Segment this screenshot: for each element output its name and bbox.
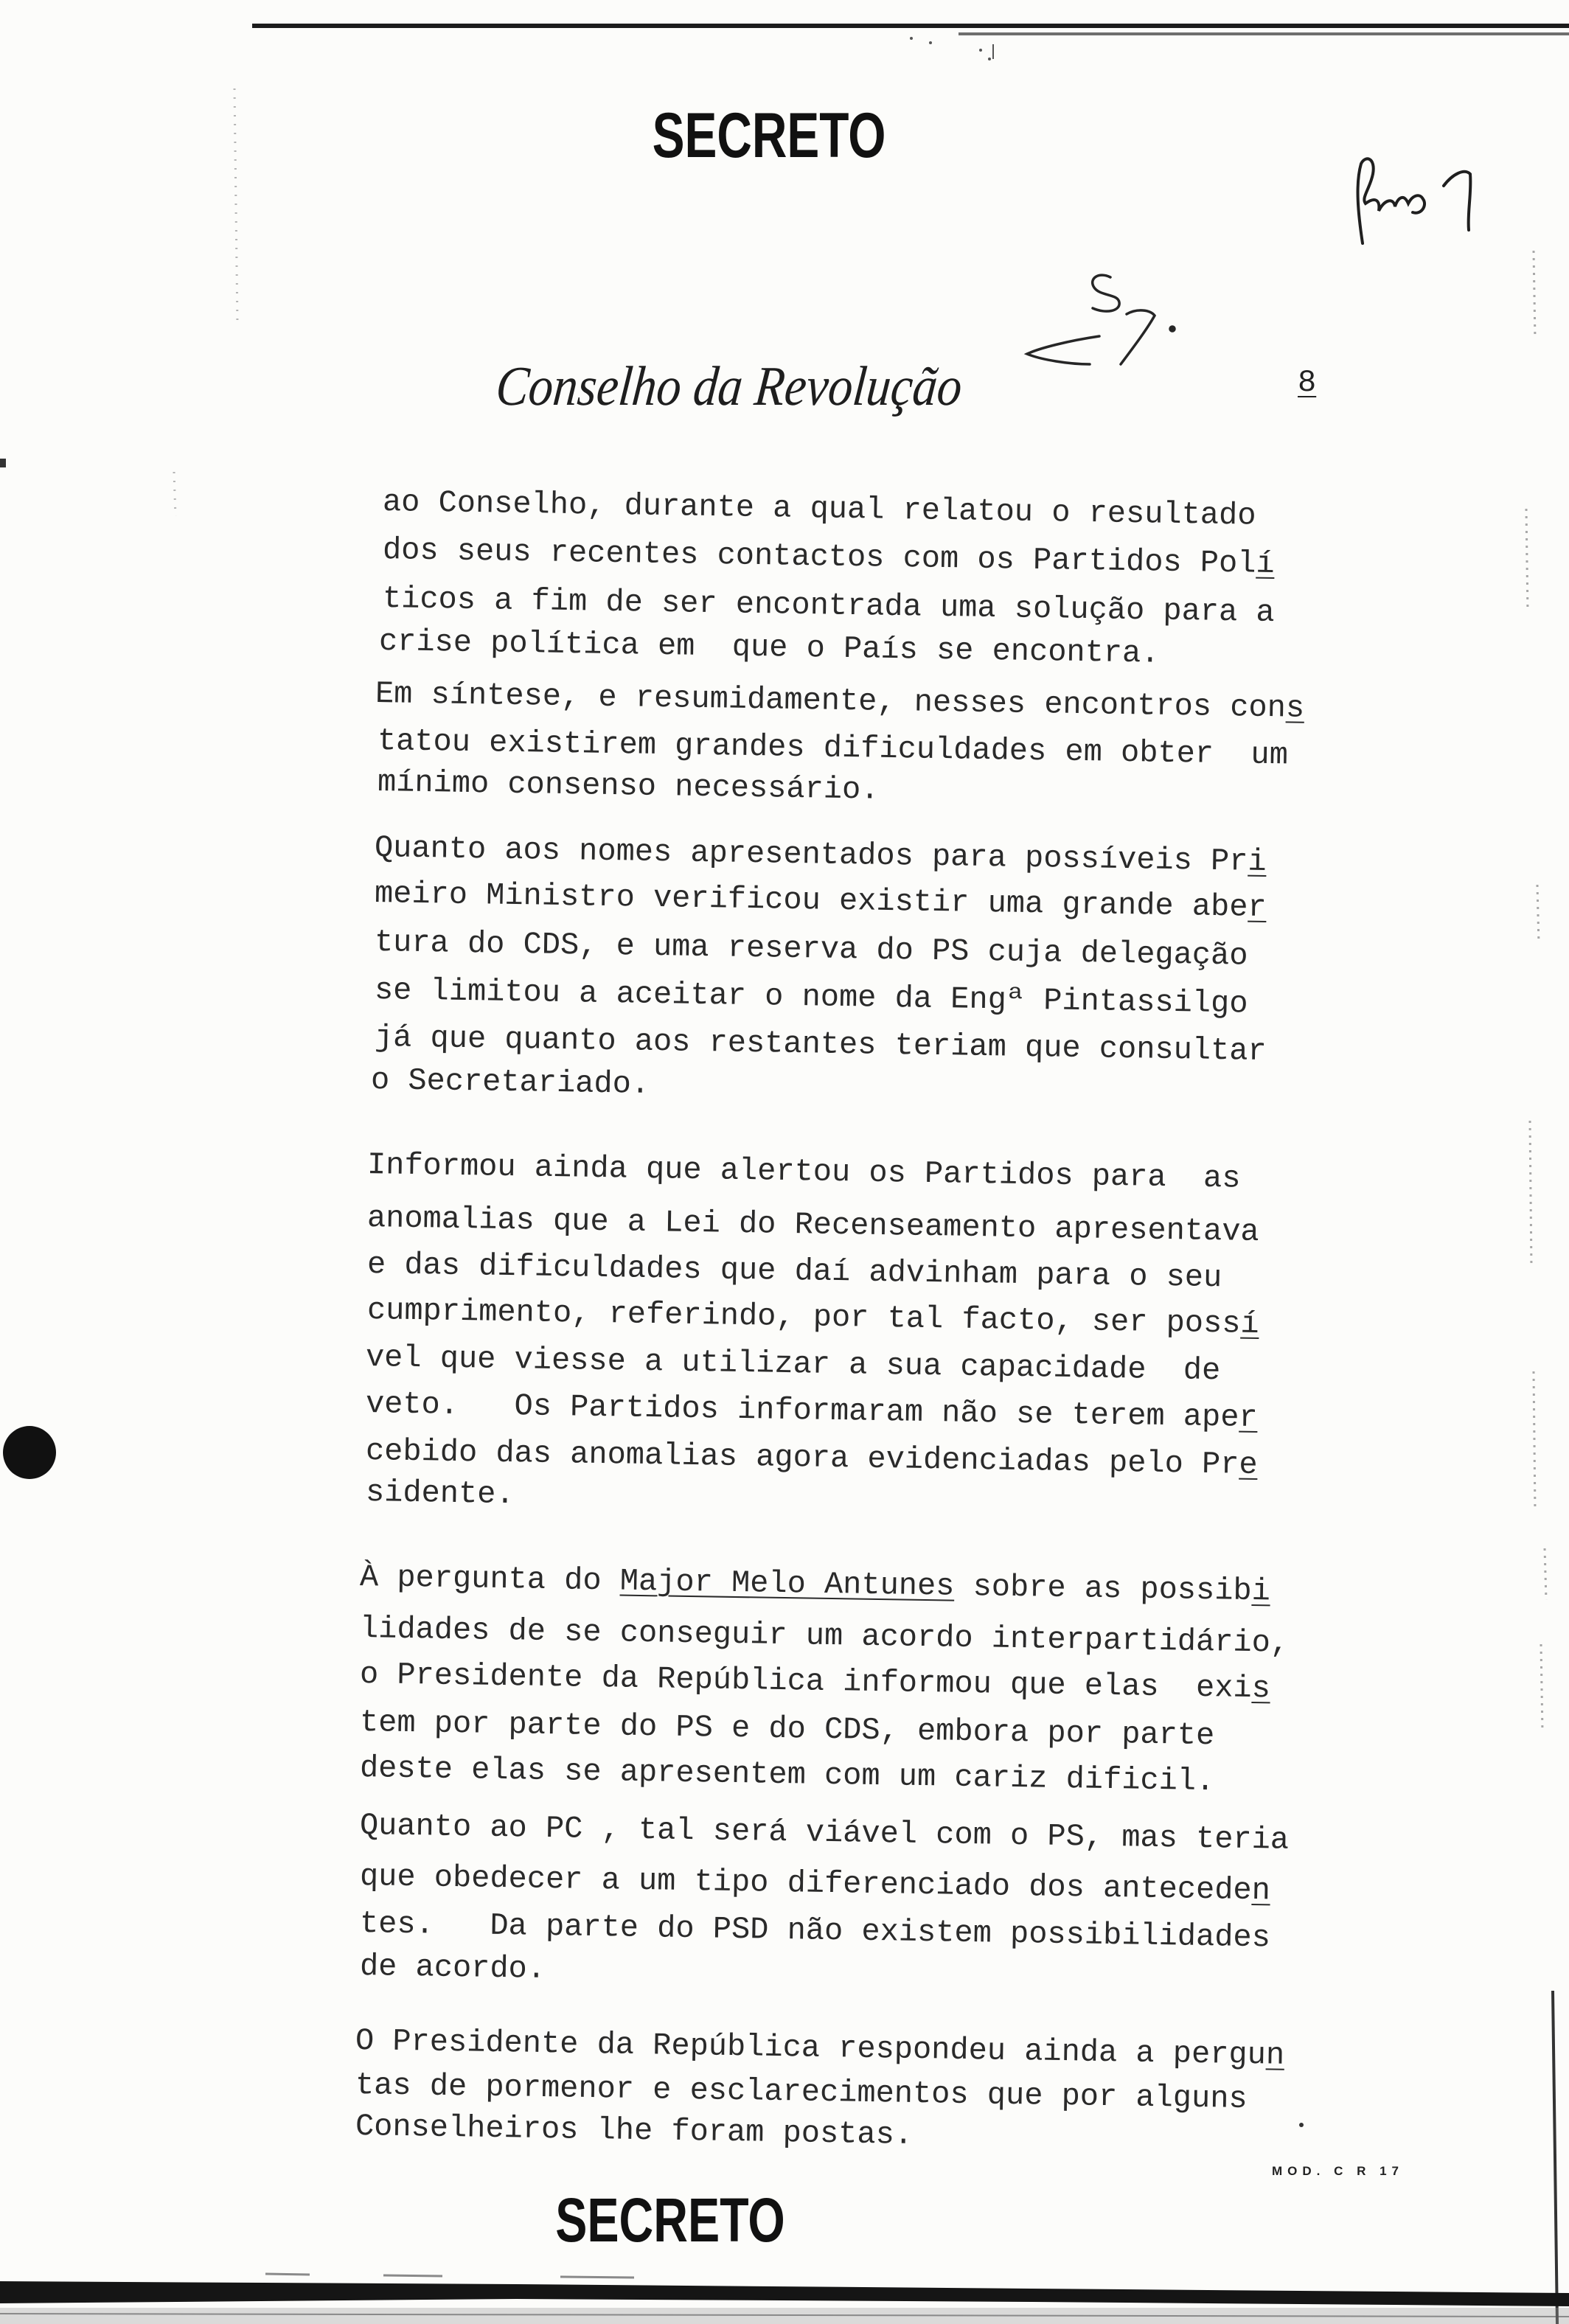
body-line: Conselheiros lhe foram postas. xyxy=(355,2109,914,2153)
body-line: sidente. xyxy=(365,1475,515,1513)
body-line: o Presidente da República informou que elas exis xyxy=(359,1657,1271,1707)
body-line: vel que viesse a utilizar a sua capacidade de xyxy=(365,1340,1221,1389)
body-line: tem por parte do PS e do CDS, embora por parte xyxy=(359,1705,1215,1754)
body-line: já que quanto aos restantes teriam que consultar xyxy=(374,1020,1267,1069)
body-line: veto. Os Partidos informaram não se terem aper xyxy=(365,1386,1259,1436)
body-text: sobre as possibi xyxy=(954,1568,1271,1610)
hyphenation-underline: í xyxy=(1256,546,1276,582)
body-line: cebido das anomalias agora evidenciadas pelo Pre xyxy=(365,1433,1259,1483)
body-line: tatou existirem grandes dificuldades em obter um xyxy=(377,723,1289,773)
handwritten-signature xyxy=(1358,159,1471,243)
body-line: se limitou a aceitar o nome da Engª Pintassilgo xyxy=(374,973,1248,1022)
top-rule-secondary xyxy=(959,32,1569,35)
hyphenation-underline: s xyxy=(1251,1671,1271,1707)
right-edge-line xyxy=(1553,1991,1557,2324)
body-line: dos seus recentes contactos com os Partidos Polí xyxy=(382,532,1276,582)
body-line: cumprimento, referindo, por tal facto, ser possí xyxy=(366,1293,1260,1342)
bottom-dashes xyxy=(265,2274,634,2278)
body-line: ao Conselho, durante a qual relatou o resultado xyxy=(382,484,1256,534)
form-code: MOD. C R 17 xyxy=(1272,2164,1405,2178)
secret-stamp-top: SECRETO xyxy=(652,100,886,171)
top-rule xyxy=(252,24,1569,28)
left-edge-tick xyxy=(0,459,6,467)
body-line: de acordo. xyxy=(359,1949,546,1987)
top-speckles xyxy=(910,37,994,60)
hyphenation-underline: n xyxy=(1265,2037,1285,2073)
hyphenation-underline: n xyxy=(1251,1873,1271,1909)
right-edge-speckles xyxy=(1526,251,1546,1733)
hyphenation-underline: e xyxy=(1239,1447,1259,1483)
body-line: o Secretariado. xyxy=(370,1062,650,1102)
body-line: tas de pormenor e esclarecimentos que por alguns xyxy=(355,2067,1248,2117)
bottom-scan-band xyxy=(0,2274,1569,2324)
handwritten-initials xyxy=(1027,275,1175,364)
body-line: Quanto aos nomes apresentados para possíveis Pri xyxy=(374,830,1267,880)
body-line: tura do CDS, e uma reserva do PS cuja delegação xyxy=(374,925,1248,974)
body-line: e das dificuldades que daí advinham para o seu xyxy=(366,1247,1222,1296)
page-number: 8 xyxy=(1298,365,1317,400)
body-line: anomalias que a Lei do Recenseamento apresentava xyxy=(366,1200,1260,1250)
body-line: meiro Ministro verificou existir uma grande aber xyxy=(374,876,1267,925)
body-line: Em síntese, e resumidamente, nesses encontros cons xyxy=(375,676,1305,726)
body-line: tes. Da parte do PSD não existem possibilidades xyxy=(359,1906,1271,1956)
body-line: crise política em que o País se encontra. xyxy=(378,624,1160,672)
hyphenation-underline: s xyxy=(1285,690,1305,726)
body-line: Quanto ao PC , tal será viável com o PS, mas teria xyxy=(359,1808,1290,1858)
underlined-name: Major Melo Antunes xyxy=(619,1563,955,1604)
letterhead-title: Conselho da Revolução xyxy=(493,355,965,417)
hyphenation-underline: r xyxy=(1239,1399,1259,1436)
secret-stamp-bottom: SECRETO xyxy=(555,2185,785,2255)
binding-hole xyxy=(3,1426,56,1479)
body-line: ticos a fim de ser encontrada uma solução para a xyxy=(382,581,1276,630)
hyphenation-underline: r xyxy=(1248,889,1267,925)
body-line: Informou ainda que alertou os Partidos para as xyxy=(366,1147,1241,1197)
hyphenation-underline: i xyxy=(1248,843,1267,880)
body-line: lidades de se conseguir um acordo interpartidário, xyxy=(359,1611,1290,1661)
speck xyxy=(1299,2123,1304,2127)
body-line: deste elas se apresentem com um cariz dificil. xyxy=(359,1750,1215,1800)
body-line: mínimo consenso necessário. xyxy=(377,765,880,808)
body-line: O Presidente da República respondeu ainda a pergun xyxy=(355,2023,1285,2073)
body-text: À pergunta do xyxy=(359,1559,621,1599)
left-edge-speckles xyxy=(174,88,237,516)
body-line: que obedecer a um tipo diferenciado dos anteceden xyxy=(359,1859,1271,1909)
hyphenation-underline: í xyxy=(1240,1306,1260,1342)
hyphenation-underline: i xyxy=(1251,1573,1271,1610)
